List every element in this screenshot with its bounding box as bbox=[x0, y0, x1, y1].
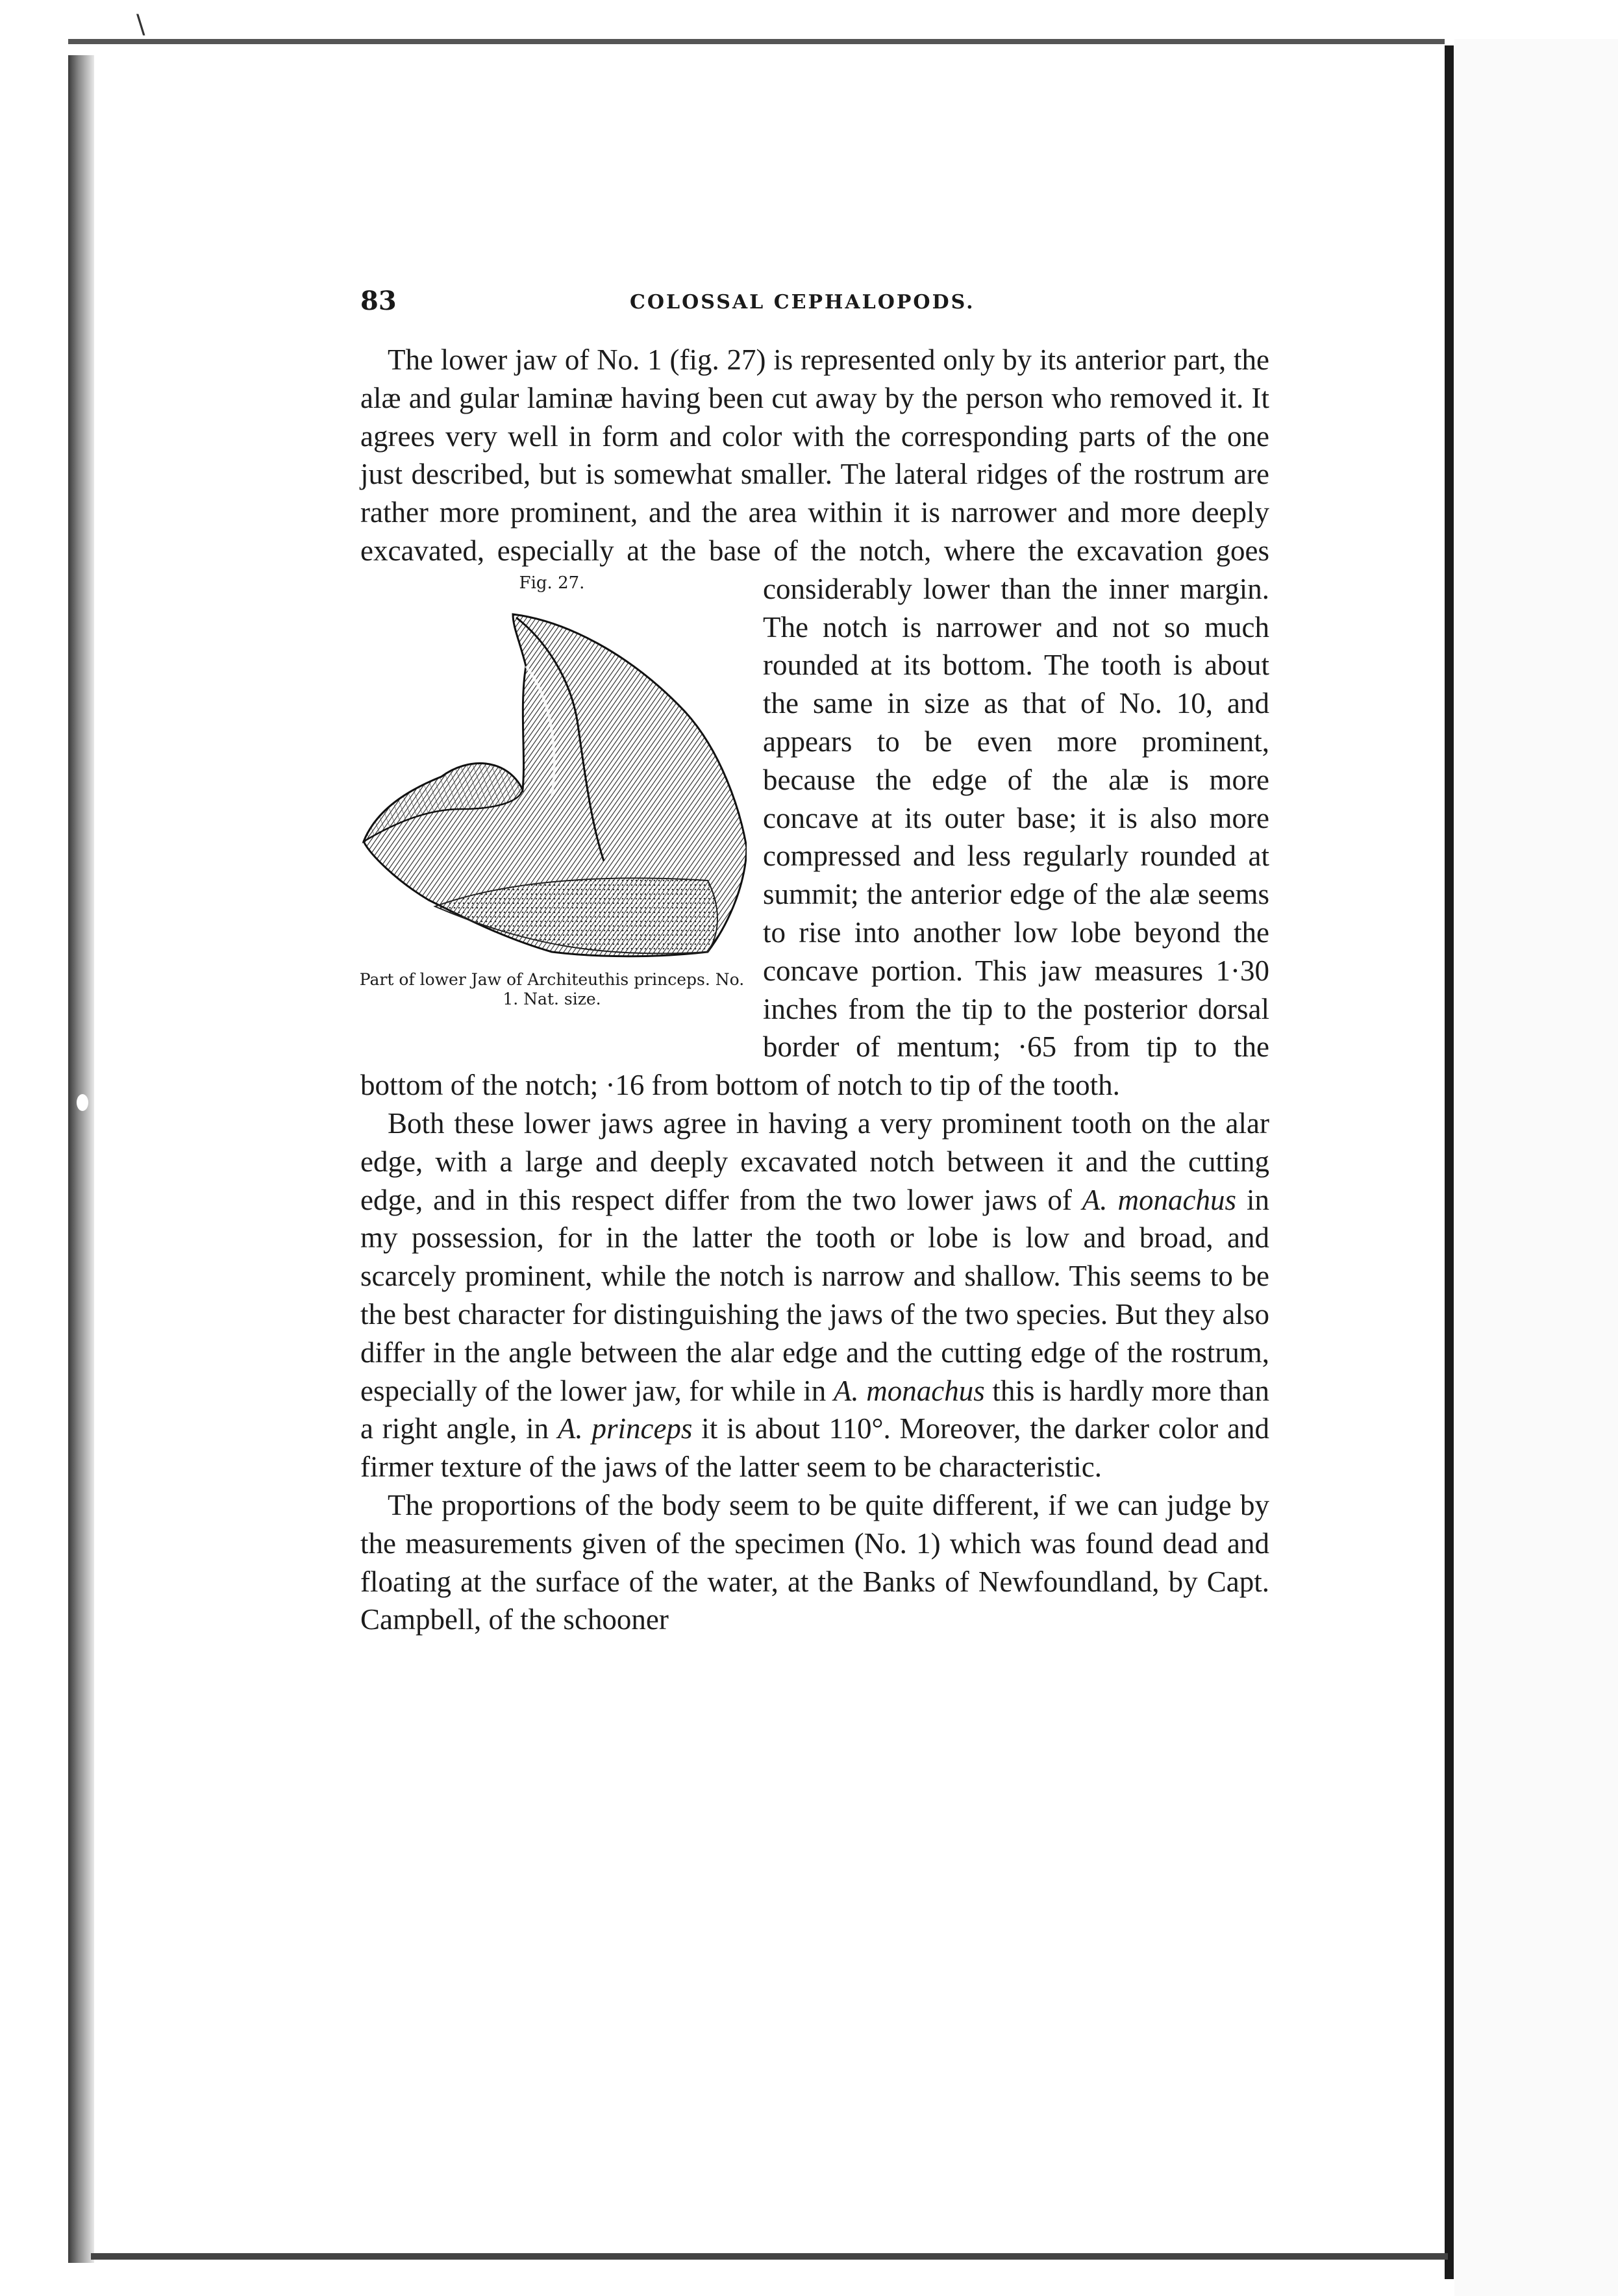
paragraph-2-part-1: Both these lower jaws agree in having a very prominent tooth on the alar edge, with a large and deeply excavated notch between it and the cutting edge, and in this respect differ from the two lower jaws of bbox=[360, 1106, 1269, 1216]
binding-shadow bbox=[68, 55, 94, 2263]
paragraph-1-text-before-figure: The lower jaw of No. 1 (fig. 27) is represented only by its anterior part, the alæ and gular laminæ having been cut away by the person who removed it. It agrees very well in form and color with the corresponding parts of the one just described, but is somewhat smaller. The lateral ridges of the rostrum are rather more prominent, and the area within it is narrower and more deeply excavated, especially at the base of the notch, where the bbox=[360, 343, 1269, 567]
page-bottom-edge bbox=[91, 2253, 1448, 2260]
jaw-illustration bbox=[357, 601, 747, 965]
paragraph-1-text-after-figure: excavation goes considerably lower than the inner margin. The notch is narrower and not so much rounded at its bottom. The tooth is about the same in size as that of No. 10, and appears to be even more prominent, because the edge of the alæ is more concave at its outer base; it is also more compressed and less regularly rounded at summit; the anterior edge of the alæ seems to rise into another low lobe beyond the concave portion. This jaw measures 1·30 inches from the tip to the posterior dorsal border of mentum; ·65 from tip to the bottom of the notch; ·16 from bottom of notch to tip of the tooth. bbox=[360, 534, 1270, 1102]
paragraph-2 bbox=[360, 1104, 1269, 1486]
figure-27 bbox=[354, 570, 750, 1051]
figure-caption: Part of lower Jaw of Architeuthis princeps. No. 1. Nat. size. bbox=[359, 969, 745, 1008]
species-name-princeps: A. princeps bbox=[557, 1412, 693, 1445]
paragraph-2-part-2: in my possession, for in the latter the tooth or lobe is low and broad, and scarcely prominent, while the notch is narrow and shallow. This seems to be the best character for distinguishing the jaws of the two species. But they also differ in the angle between the alar edge and the cutting edge of the rostrum, especially of the lower jaw, for while in bbox=[360, 1183, 1269, 1407]
paragraph-1 bbox=[360, 341, 1269, 1104]
figure-label: Fig. 27. bbox=[519, 573, 585, 593]
species-name-monachus: A. monachus bbox=[833, 1374, 985, 1407]
page-top-edge bbox=[68, 39, 1445, 44]
adjacent-page bbox=[1454, 39, 1618, 2296]
scan-mark: \ bbox=[136, 10, 145, 40]
running-head: COLOSSAL CEPHALOPODS. bbox=[630, 291, 975, 314]
paragraph-2-part-4: it is about 110°. Moreover, the darker color and firmer texture of the jaws of the latter seem to be characteristic. bbox=[360, 1412, 1269, 1484]
body-text bbox=[360, 341, 1269, 1639]
scan-spot bbox=[77, 1094, 88, 1111]
page-header bbox=[360, 286, 1269, 325]
page-number: 83 bbox=[360, 286, 397, 316]
paragraph-2-part-3: this is hardly more than a right angle, in bbox=[360, 1374, 1269, 1445]
paragraph-3: The proportions of the body seem to be quite different, if we can judge by the measurements given of the specimen (No. 1) which was found dead and floating at the surface of the water, at the Banks of Newfoundland, by Capt. Campbell, of the schooner bbox=[360, 1488, 1269, 1636]
species-name-monachus: A. monachus bbox=[1082, 1183, 1236, 1216]
page-gutter bbox=[1445, 45, 1454, 2279]
